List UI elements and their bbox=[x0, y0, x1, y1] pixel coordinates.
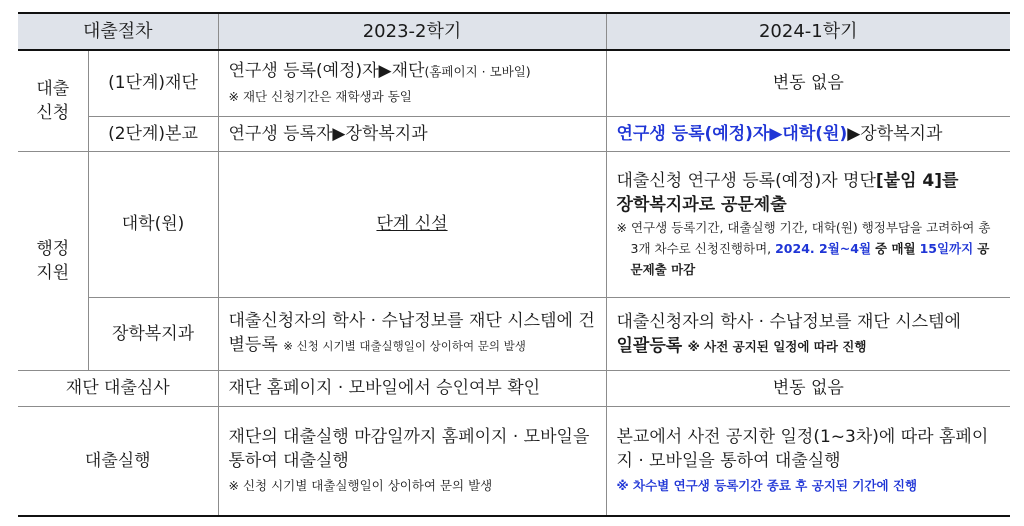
scholar-new-note: ※ 사전 공지된 일정에 따라 진행 bbox=[687, 338, 867, 354]
step1-old bbox=[218, 50, 606, 116]
scholar-new bbox=[606, 297, 1010, 370]
table-row bbox=[18, 151, 1010, 297]
execute-old-note: ※ 신청 시기별 대출실행일이 상이하여 문의 발생 bbox=[228, 477, 493, 493]
table-row bbox=[18, 297, 1010, 370]
group-apply: 대출 신청 bbox=[18, 50, 88, 151]
step2-old: 연구생 등록자▶장학복지과 bbox=[218, 116, 606, 151]
scholar-new-bold: 일괄등록 bbox=[616, 335, 683, 356]
scholar-old bbox=[218, 297, 606, 370]
step1-old-note: ※ 재단 신청기간은 재학생과 동일 bbox=[228, 88, 412, 104]
scholar-label: 장학복지과 bbox=[88, 297, 218, 370]
univ-new-line1-a: 대출신청 연구생 등록(예정)자 명단 bbox=[616, 170, 876, 191]
scholar-old-main: 대출신청자의 학사 · 수납정보를 재단 시스템에 건별등록 bbox=[228, 311, 595, 355]
univ-new bbox=[606, 151, 1010, 297]
group-admin: 행정 지원 bbox=[18, 151, 88, 370]
header-process: 대출절차 bbox=[18, 13, 218, 50]
table-row bbox=[18, 406, 1010, 516]
univ-note-c: 공문제출 마감 bbox=[630, 240, 990, 277]
scholar-old-note: ※ 신청 시기별 대출실행일이 상이하여 문의 발생 bbox=[283, 339, 526, 353]
loan-procedure-table bbox=[18, 12, 1010, 517]
scholar-new-main: 대출신청자의 학사 · 수납정보를 재단 시스템에 bbox=[616, 311, 961, 332]
univ-note-blue2: 15일까지 bbox=[919, 240, 974, 256]
univ-label: 대학(원) bbox=[88, 151, 218, 297]
univ-old bbox=[218, 151, 606, 297]
execute-new-note: ※ 차수별 연구생 등록기간 종료 후 공지된 기간에 진행 bbox=[616, 477, 918, 493]
review-old: 재단 홈페이지 · 모바일에서 승인여부 확인 bbox=[218, 370, 606, 406]
review-label: 재단 대출심사 bbox=[18, 370, 218, 406]
table-header-row bbox=[18, 13, 1010, 50]
step1-label: (1단계)재단 bbox=[88, 50, 218, 116]
univ-new-line2: 장학복지과로 공문제출 bbox=[616, 194, 787, 215]
step1-old-main: 연구생 등록(예정)자▶재단 bbox=[228, 60, 425, 81]
table-row bbox=[18, 370, 1010, 406]
univ-note-a: ※ 연구생 등록기간, 대출실행 기간, 대학(원) 행정부담을 고려하여 총 3개 차수로 신청진행하며, bbox=[616, 219, 991, 256]
execute-new bbox=[606, 406, 1010, 516]
execute-new-main: 본교에서 사전 공지한 일정(1~3차)에 따라 홈페이지 · 모바일을 통하여 대출실행 bbox=[616, 426, 989, 471]
execute-old bbox=[218, 406, 606, 516]
header-2023: 2023-2학기 bbox=[218, 13, 606, 50]
univ-new-line1-b: [붙임 4]를 bbox=[875, 170, 959, 191]
univ-old-text: 단계 신설 bbox=[376, 214, 448, 234]
step1-new: 변동 없음 bbox=[606, 50, 1010, 116]
execute-label: 대출실행 bbox=[18, 406, 218, 516]
table-row bbox=[18, 116, 1010, 151]
step2-new bbox=[606, 116, 1010, 151]
step2-new-blue: 연구생 등록(예정)자▶대학(원) bbox=[616, 123, 848, 144]
step1-old-paren: (홈페이지 · 모바일) bbox=[424, 63, 531, 79]
execute-old-main: 재단의 대출실행 마감일까지 홈페이지 · 모바일을 통하여 대출실행 bbox=[228, 426, 590, 471]
univ-new-note bbox=[617, 217, 1001, 280]
univ-note-b: 중 매월 bbox=[875, 240, 916, 256]
step2-label: (2단계)본교 bbox=[88, 116, 218, 151]
step2-new-rest: ▶장학복지과 bbox=[847, 123, 943, 144]
table-row bbox=[18, 50, 1010, 116]
univ-note-blue1: 2024. 2월~4월 bbox=[775, 240, 872, 256]
header-2024: 2024-1학기 bbox=[606, 13, 1010, 50]
review-new: 변동 없음 bbox=[606, 370, 1010, 406]
